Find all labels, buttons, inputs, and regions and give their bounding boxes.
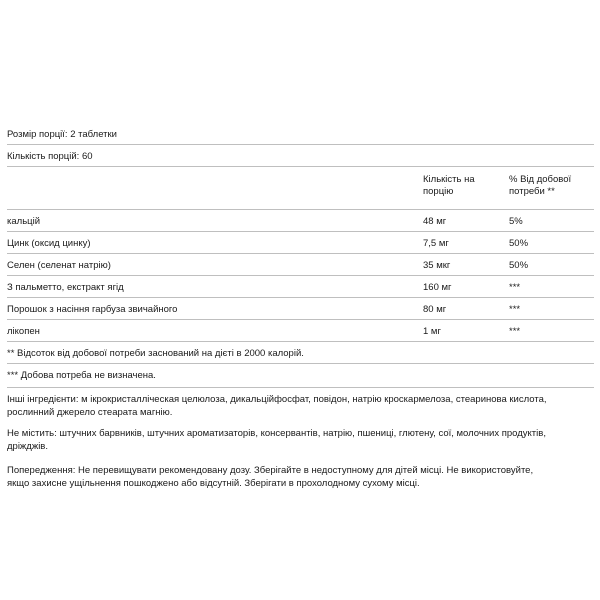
table-row xyxy=(7,320,594,342)
table-row xyxy=(7,254,594,276)
nutrient-daily-value: 50% xyxy=(509,238,529,249)
nutrient-daily-value: 50% xyxy=(509,260,529,271)
nutrient-daily-value: *** xyxy=(509,282,521,293)
nutrient-name: Селен (селенат натрію) xyxy=(7,260,111,271)
table-row xyxy=(7,276,594,298)
nutrient-name: З пальметто, екстракт ягід xyxy=(7,282,124,293)
serving-size: Розмір порції: 2 таблетки xyxy=(7,129,117,140)
table-header xyxy=(7,167,594,210)
nutrient-amount: 80 мг xyxy=(423,304,447,315)
header-amount: Кількість на порцію xyxy=(423,174,475,197)
nutrient-amount: 1 мг xyxy=(423,326,441,337)
nutrient-amount: 48 мг xyxy=(423,216,447,227)
footnote-dv-basis: ** Відсоток від добової потреби заснований на дієті в 2000 калорій. xyxy=(7,348,304,359)
nutrient-daily-value: *** xyxy=(509,304,521,315)
nutrient-name: Цинк (оксид цинку) xyxy=(7,238,91,249)
table-row xyxy=(7,298,594,320)
free-from-block xyxy=(7,422,594,460)
supplement-facts-panel xyxy=(7,125,594,496)
nutrient-name: Порошок з насіння гарбуза звичайного xyxy=(7,304,178,315)
table-row xyxy=(7,232,594,254)
nutrient-amount: 7,5 мг xyxy=(423,238,449,249)
warning: Попередження: Не перевищувати рекомендовану дозу. Зберігайте в недоступному для дітей місці. Не використовуйте, якщо захисне ущільнення пошкоджено або відсутній. Зберігати в прохолодному сухому місці. xyxy=(7,465,534,489)
nutrient-daily-value: *** xyxy=(509,326,521,337)
nutrient-amount: 160 мг xyxy=(423,282,452,293)
free-from: Не містить: штучних барвників, штучних ароматизаторів, консервантів, натрію, пшениці, глютену, сої, молочних продуктів, дріжджів. xyxy=(7,428,546,452)
warning-block xyxy=(7,460,594,496)
nutrient-name: лікопен xyxy=(7,326,40,337)
footnote-dv-undefined-row xyxy=(7,364,594,388)
table-row xyxy=(7,210,594,232)
other-ingredients: Інші інгредієнти: м ікрокристалліческая целюлоза, дикальційфосфат, повідон, натрію кроскармелоза, стеаринова кислота, рослинний джерело стеарата магнію. xyxy=(7,394,547,418)
footnote-dv-undefined: *** Добова потреба не визначена. xyxy=(7,370,156,381)
servings-count-row xyxy=(7,145,594,167)
serving-size-row xyxy=(7,125,594,145)
nutrient-name: кальцій xyxy=(7,216,40,227)
servings-count: Кількість порцій: 60 xyxy=(7,151,93,162)
header-daily-value: % Від добової потреби ** xyxy=(509,174,572,197)
footnote-dv-basis-row xyxy=(7,342,594,364)
nutrient-amount: 35 мкг xyxy=(423,260,451,271)
other-ingredients-block xyxy=(7,388,594,422)
nutrient-daily-value: 5% xyxy=(509,216,523,227)
